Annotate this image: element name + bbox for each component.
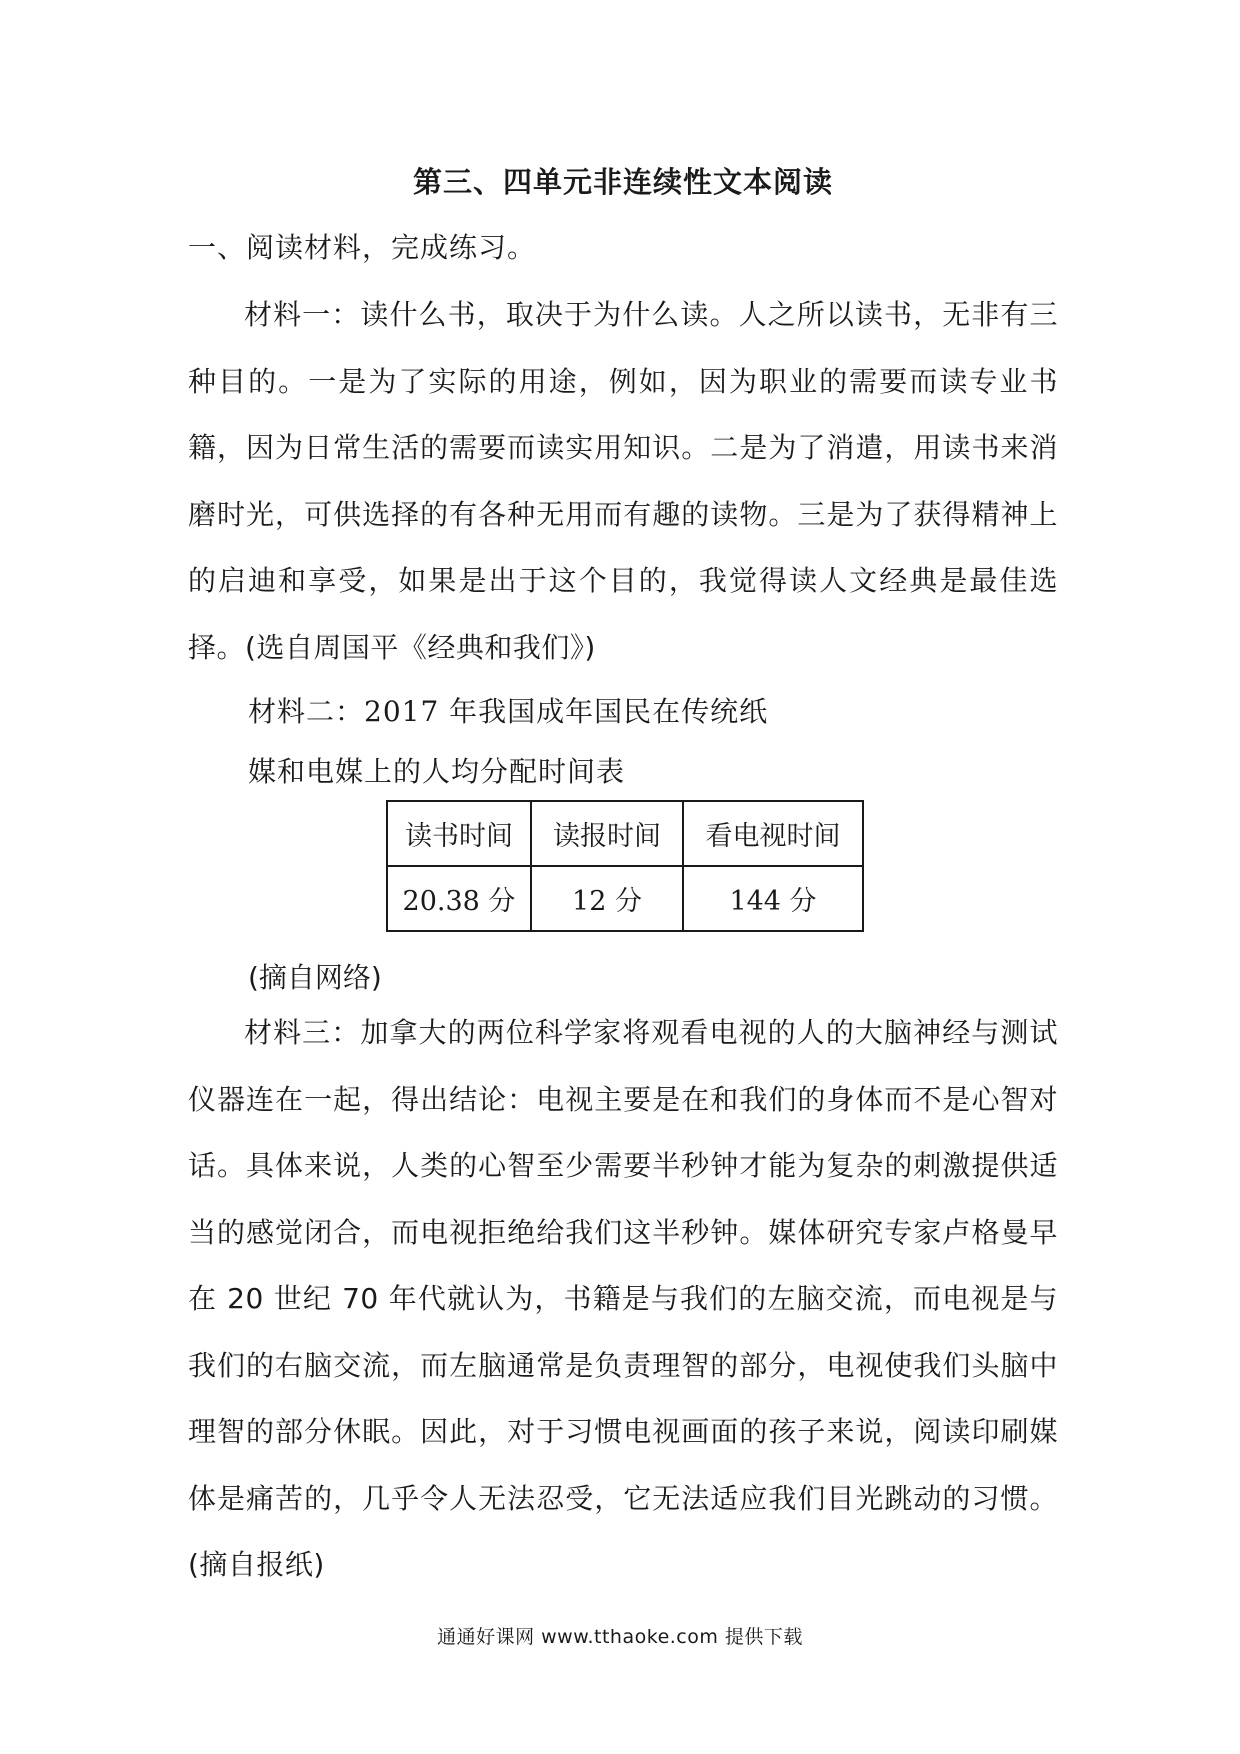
table-row <box>387 866 863 931</box>
section-heading: 一、阅读材料，完成练习。 <box>188 231 537 264</box>
table-header-cell: 读报时间 <box>531 801 683 866</box>
table-header-cell: 看电视时间 <box>683 801 863 866</box>
material-two-label: 材料二：2017 年我国成年国民在传统纸 <box>248 695 769 728</box>
material-two-caption: 媒和电媒上的人均分配时间表 <box>248 755 626 788</box>
table-cell: 12 分 <box>531 866 683 931</box>
table-header-row <box>387 801 863 866</box>
table-header-cell: 读书时间 <box>387 801 531 866</box>
page-footer: 通通好课网 www.tthaoke.com 提供下载 <box>437 1626 803 1648</box>
material-two-source: (摘自网络) <box>248 961 382 994</box>
table-cell: 20.38 分 <box>387 866 531 931</box>
table-cell: 144 分 <box>683 866 863 931</box>
material-one-paragraph: 材料一：读什么书，取决于为什么读。人之所以读书，无非有三种目的。一是为了实际的用途，例如，因为职业的需要而读专业书籍，因为日常生活的需要而读实用知识。二是为了消遣，用读书来消磨时光，可供选择的有各种无用而有趣的读物。三是为了获得精神上的启迪和享受，如果是出于这个目的，我觉得读人文经典是最佳选择。(选自周国平《经典和我们》) <box>188 298 1058 664</box>
material-three-paragraph: 材料三：加拿大的两位科学家将观看电视的人的大脑神经与测试仪器连在一起，得出结论：电视主要是在和我们的身体而不是心智对话。具体来说，人类的心智至少需要半秒钟才能为复杂的刺激提供适当的感觉闭合，而电视拒绝给我们这半秒钟。媒体研究专家卢格曼早在 20 世纪 70 年代就认为，书籍是与我们的左脑交流，而电视是与我们的右脑交流，而左脑通常是负责理智的部分，电视使我们头脑中理智的部分休眠。因此，对于习惯电视画面的孩子来说，阅读印刷媒体是痛苦的，几乎令人无法忍受，它无法适应我们目光跳动的习惯。(摘自报纸) <box>188 1016 1058 1581</box>
time-allocation-table <box>386 800 864 932</box>
page-title: 第三、四单元非连续性文本阅读 <box>412 165 833 199</box>
